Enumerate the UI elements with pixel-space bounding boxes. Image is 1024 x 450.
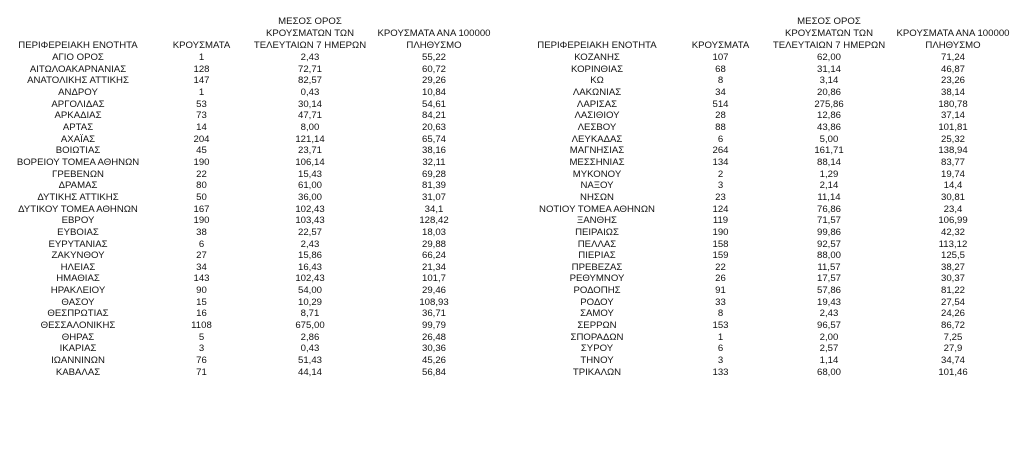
avg-cell: 1,14 [819,355,839,367]
region-cell: ΒΟΙΩΤΙΑΣ [55,145,101,157]
region-cell: ΛΕΣΒΟΥ [577,121,617,133]
region-cell: ΑΝΑΤΟΛΙΚΗΣ ΑΤΤΙΚΗΣ [27,75,129,87]
table-row [3,227,498,239]
avg-cell: 2,14 [819,180,839,192]
avg-cell: 15,43 [297,168,322,180]
avg-cell: 51,43 [297,355,322,367]
per-100k-cell: 30,36 [421,343,446,355]
per-100k-cell: 55,22 [421,52,446,63]
table-row [3,262,498,274]
avg-cell: 88,14 [816,156,841,168]
table-row [522,308,1017,320]
per-100k-cell: 23,4 [943,203,963,215]
per-100k-cell: 138,94 [938,145,968,157]
region-cell: ΘΕΣΠΡΩΤΙΑΣ [47,308,109,320]
table-row [522,367,1017,379]
per-100k-cell: 81,22 [940,285,965,297]
cases-cell: 26 [715,273,726,285]
table-row [522,122,1017,134]
table-row [3,87,498,99]
table-row [3,285,498,297]
table-row [522,320,1017,332]
cases-cell: 514 [712,98,729,110]
per-100k-cell: 83,77 [940,156,965,168]
per-100k-cell: 60,72 [421,63,446,75]
region-cell: ΕΒΡΟΥ [61,215,95,227]
region-cell: ΘΑΣΟΥ [61,296,95,308]
avg-cell: 72,71 [297,63,322,75]
cases-cell: 204 [193,133,210,145]
cases-cell: 153 [712,320,729,332]
cases-cell: 264 [712,145,729,157]
per-100k-cell: 81,39 [421,180,446,192]
cases-cell: 90 [196,285,207,297]
avg-cell: 61,00 [297,180,322,192]
table-row [522,169,1017,181]
region-cell: ΗΜΑΘΙΑΣ [56,273,100,285]
per-100k-cell: 30,37 [940,273,965,285]
header-region: ΠΕΡΙΦΕΡΕΙΑΚΗ ΕΝΟΤΗΤΑ [537,40,657,51]
region-cell: ΕΥΡΥΤΑΝΙΑΣ [48,238,108,250]
header-cases-per-100k: ΚΡΟΥΣΜΑΤΑ ΑΝΑ 100000 ΠΛΗΘΥΣΜΟ [896,28,1010,51]
avg-cell: 99,86 [816,226,841,238]
table-row [3,110,498,122]
region-cell: ΣΥΡΟΥ [580,343,614,355]
avg-cell: 22,57 [297,226,322,238]
per-100k-cell: 26,48 [421,331,446,343]
region-cell: ΣΕΡΡΩΝ [577,320,617,332]
table-row [3,320,498,332]
per-100k-cell: 10,84 [421,86,446,98]
region-cell: ΠΙΕΡΙΑΣ [578,250,616,262]
avg-cell: 16,43 [297,261,322,273]
region-cell: ΝΗΣΩΝ [580,191,614,203]
cases-cell: 68 [715,63,726,75]
avg-cell: 12,86 [816,110,841,122]
region-cell: ΗΛΕΙΑΣ [60,261,96,273]
avg-cell: 19,43 [816,296,841,308]
avg-cell: 2,43 [300,238,320,250]
per-100k-cell: 38,27 [940,261,965,273]
per-100k-cell: 27,9 [943,343,963,355]
per-100k-cell: 106,99 [938,215,968,227]
region-cell: ΔΥΤΙΚΟΥ ΤΟΜΕΑ ΑΘΗΝΩΝ [18,203,138,215]
avg-cell: 62,00 [816,52,841,63]
cases-cell: 134 [712,156,729,168]
region-cell: ΡΟΔΟΠΗΣ [573,285,621,297]
table-row [3,332,498,344]
cases-cell: 119 [712,215,729,227]
avg-cell: 0,43 [300,86,320,98]
avg-cell: 43,86 [816,121,841,133]
per-100k-cell: 29,46 [421,285,446,297]
region-cell: ΖΑΚΥΝΘΟΥ [51,250,105,262]
table-row [3,122,498,134]
table-row [522,343,1017,355]
table-row [3,99,498,111]
per-100k-cell: 101,46 [938,366,968,378]
cases-cell: 190 [193,215,210,227]
per-100k-cell: 180,78 [938,98,968,110]
per-100k-cell: 34,1 [424,203,444,215]
table-row [522,227,1017,239]
cases-cell: 190 [193,156,210,168]
avg-cell: 102,43 [295,203,325,215]
table-row [522,285,1017,297]
cases-cell: 33 [715,296,726,308]
header-cases: ΚΡΟΥΣΜΑΤΑ [691,40,750,51]
avg-cell: 31,14 [816,63,841,75]
avg-cell: 11,57 [817,261,841,273]
cases-cell: 5 [198,331,205,343]
header-row [522,10,1017,52]
avg-cell: 71,57 [816,215,841,227]
cases-cell: 1 [198,52,205,63]
left-stats-table [3,10,498,378]
per-100k-cell: 86,72 [940,320,965,332]
left-table-body [3,52,498,378]
region-cell: ΛΑΣΙΘΙΟΥ [574,110,620,122]
per-100k-cell: 56,84 [421,366,446,378]
cases-cell: 22 [196,168,207,180]
region-cell: ΜΕΣΣΗΝΙΑΣ [569,156,625,168]
per-100k-cell: 108,93 [419,296,449,308]
table-row [3,297,498,309]
header-row [3,10,498,52]
avg-cell: 3,14 [819,75,839,87]
per-100k-cell: 71,24 [940,52,965,63]
region-cell: ΔΥΤΙΚΗΣ ΑΤΤΙΚΗΣ [37,191,119,203]
table-row [3,308,498,320]
per-100k-cell: 84,21 [421,110,446,122]
table-row [522,75,1017,87]
region-cell: ΝΟΤΙΟΥ ΤΟΜΕΑ ΑΘΗΝΩΝ [539,203,655,215]
per-100k-cell: 30,81 [940,191,965,203]
avg-cell: 106,14 [295,156,325,168]
per-100k-cell: 101,81 [938,121,968,133]
avg-cell: 8,71 [300,308,320,320]
per-100k-cell: 34,74 [940,355,965,367]
table-row [3,239,498,251]
cases-cell: 158 [712,238,729,250]
region-cell: ΤΗΝΟΥ [580,355,614,367]
avg-cell: 54,00 [297,285,322,297]
cases-cell: 34 [196,261,207,273]
table-row [522,332,1017,344]
per-100k-cell: 37,14 [940,110,965,122]
table-row [3,355,498,367]
header-region: ΠΕΡΙΦΕΡΕΙΑΚΗ ΕΝΟΤΗΤΑ [18,40,138,51]
region-cell: ΑΓΙΟ ΟΡΟΣ [52,52,104,63]
avg-cell: 2,86 [300,331,320,343]
cases-cell: 80 [196,180,207,192]
avg-cell: 5,00 [819,133,839,145]
cases-cell: 73 [196,110,207,122]
table-row [522,64,1017,76]
per-100k-cell: 29,88 [421,238,446,250]
cases-cell: 6 [717,133,724,145]
per-100k-cell: 46,87 [940,63,965,75]
per-100k-cell: 25,32 [940,133,965,145]
per-100k-cell: 125,5 [940,250,965,262]
region-cell: ΔΡΑΜΑΣ [58,180,98,192]
per-100k-cell: 32,11 [422,156,446,168]
region-cell: ΚΟΖΑΝΗΣ [574,52,620,63]
header-cases: ΚΡΟΥΣΜΑΤΑ [172,40,231,51]
per-100k-cell: 113,12 [938,238,968,250]
per-100k-cell: 31,07 [421,191,446,203]
table-row [3,75,498,87]
avg-cell: 275,86 [814,98,844,110]
region-cell: ΠΕΛΛΑΣ [577,238,617,250]
avg-cell: 675,00 [295,320,325,332]
cases-cell: 1 [198,86,205,98]
table-row [3,250,498,262]
avg-cell: 8,00 [300,121,320,133]
region-cell: ΣΑΜΟΥ [580,308,614,320]
table-row [522,273,1017,285]
per-100k-cell: 36,71 [421,308,446,320]
avg-cell: 15,86 [297,250,322,262]
per-100k-cell: 54,61 [421,98,446,110]
table-row [522,110,1017,122]
avg-cell: 103,43 [295,215,325,227]
cases-cell: 38 [196,226,207,238]
right-stats-table [522,10,1017,378]
avg-cell: 2,43 [300,52,320,63]
region-cell: ΑΡΤΑΣ [62,121,94,133]
table-row [522,239,1017,251]
cases-cell: 76 [196,355,207,367]
per-100k-cell: 27,54 [940,296,965,308]
cases-cell: 147 [193,75,210,87]
cases-cell: 124 [712,203,729,215]
cases-cell: 2 [717,168,724,180]
region-cell: ΑΡΚΑΔΙΑΣ [54,110,102,122]
cases-cell: 15 [196,296,207,308]
table-row [522,180,1017,192]
header-cases-per-100k: ΚΡΟΥΣΜΑΤΑ ΑΝΑ 100000 ΠΛΗΘΥΣΜΟ [377,28,491,51]
region-cell: ΚΑΒΑΛΑΣ [55,366,101,378]
region-cell: ΜΑΓΝΗΣΙΑΣ [569,145,625,157]
region-cell: ΙΩΑΝΝΙΝΩΝ [51,355,105,367]
avg-cell: 10,29 [297,296,322,308]
cases-cell: 14 [196,121,207,133]
per-100k-cell: 99,79 [421,320,446,332]
table-row [522,87,1017,99]
table-row [3,180,498,192]
cases-cell: 3 [717,180,724,192]
cases-cell: 159 [712,250,729,262]
avg-cell: 2,43 [819,308,839,320]
per-100k-cell: 18,03 [421,226,446,238]
table-row [522,262,1017,274]
per-100k-cell: 14,4 [943,180,963,192]
avg-cell: 102,43 [295,273,325,285]
avg-cell: 2,57 [819,343,839,355]
cases-cell: 128 [193,63,210,75]
table-row [522,297,1017,309]
region-cell: ΠΕΙΡΑΙΩΣ [575,226,619,238]
cases-cell: 133 [712,366,729,378]
per-100k-cell: 20,63 [421,121,446,133]
per-100k-cell: 128,42 [419,215,449,227]
avg-cell: 57,86 [816,285,841,297]
cases-cell: 1 [717,331,724,343]
cases-cell: 71 [196,366,207,378]
cases-cell: 23 [715,191,726,203]
avg-cell: 96,57 [816,320,841,332]
avg-cell: 1,29 [819,168,839,180]
region-cell: ΚΟΡΙΝΘΙΑΣ [570,63,624,75]
region-cell: ΑΡΓΟΛΙΔΑΣ [51,98,105,110]
cases-cell: 16 [196,308,207,320]
per-100k-cell: 101,7 [421,273,446,285]
per-100k-cell: 19,74 [940,168,965,180]
cases-cell: 50 [196,191,207,203]
table-row [3,215,498,227]
avg-cell: 23,71 [297,145,322,157]
region-cell: ΒΟΡΕΙΟΥ ΤΟΜΕΑ ΑΘΗΝΩΝ [16,156,140,168]
avg-cell: 68,00 [816,366,841,378]
table-row [3,273,498,285]
per-100k-cell: 24,26 [940,308,965,320]
region-cell: ΙΚΑΡΙΑΣ [59,343,97,355]
table-row [522,250,1017,262]
table-row [522,157,1017,169]
region-cell: ΛΑΡΙΣΑΣ [576,98,618,110]
table-row [522,355,1017,367]
avg-cell: 30,14 [297,98,322,110]
avg-cell: 2,00 [819,331,839,343]
avg-cell: 76,86 [816,203,841,215]
region-cell: ΚΩ [590,75,604,87]
cases-cell: 167 [193,203,210,215]
region-cell: ΣΠΟΡΑΔΩΝ [570,331,624,343]
per-100k-cell: 38,16 [421,145,446,157]
avg-cell: 0,43 [300,343,320,355]
table-row [522,52,1017,64]
avg-cell: 11,14 [817,191,841,203]
region-cell: ΝΑΞΟΥ [580,180,614,192]
table-row [522,145,1017,157]
region-cell: ΜΥΚΟΝΟΥ [572,168,622,180]
per-100k-cell: 21,34 [421,261,446,273]
header-avg-7-days: ΜΕΣΟΣ ΟΡΟΣ ΚΡΟΥΣΜΑΤΩΝ ΤΩΝ ΤΕΛΕΥΤΑΙΩΝ 7 ΗΜΕΡΩΝ [253,16,367,51]
cases-cell: 6 [198,238,205,250]
table-row [522,204,1017,216]
cases-cell: 3 [717,355,724,367]
region-cell: ΛΕΥΚΑΔΑΣ [571,133,623,145]
table-row [3,169,498,181]
table-row [522,134,1017,146]
region-cell: ΓΡΕΒΕΝΩΝ [52,168,104,180]
table-row [3,343,498,355]
cases-cell: 34 [715,86,726,98]
region-cell: ΘΕΣΣΑΛΟΝΙΚΗΣ [40,320,116,332]
table-row [3,134,498,146]
region-cell: ΡΕΘΥΜΝΟΥ [569,273,625,285]
per-100k-cell: 42,32 [940,226,965,238]
region-cell: ΑΧΑΪΑΣ [60,133,96,145]
table-row [522,99,1017,111]
table-row [3,367,498,379]
table-row [522,192,1017,204]
cases-cell: 22 [715,261,726,273]
cases-cell: 8 [717,75,724,87]
per-100k-cell: 45,26 [421,355,446,367]
cases-cell: 45 [196,145,207,157]
cases-cell: 8 [717,308,724,320]
cases-cell: 143 [193,273,210,285]
per-100k-cell: 29,26 [421,75,446,87]
avg-cell: 82,57 [297,75,322,87]
avg-cell: 36,00 [297,191,322,203]
table-row [522,215,1017,227]
cases-cell: 28 [715,110,726,122]
header-avg-7-days: ΜΕΣΟΣ ΟΡΟΣ ΚΡΟΥΣΜΑΤΩΝ ΤΩΝ ΤΕΛΕΥΤΑΙΩΝ 7 ΗΜΕΡΩΝ [772,16,886,51]
table-row [3,52,498,64]
per-100k-cell: 66,24 [421,250,446,262]
region-cell: ΠΡΕΒΕΖΑΣ [571,261,623,273]
avg-cell: 161,71 [814,145,844,157]
avg-cell: 47,71 [297,110,322,122]
table-row [3,192,498,204]
region-cell: ΘΗΡΑΣ [61,331,95,343]
cases-cell: 6 [717,343,724,355]
cases-cell: 53 [196,98,207,110]
per-100k-cell: 23,26 [940,75,965,87]
table-row [3,64,498,76]
per-100k-cell: 69,28 [421,168,446,180]
avg-cell: 121,14 [295,133,325,145]
region-cell: ΛΑΚΩΝΙΑΣ [572,86,622,98]
per-100k-cell: 38,14 [940,86,965,98]
table-row [3,204,498,216]
right-table-body [522,52,1017,378]
cases-cell: 3 [198,343,205,355]
region-cell: ΤΡΙΚΑΛΩΝ [572,366,622,378]
region-cell: ΡΟΔΟΥ [580,296,614,308]
region-cell: ΑΙΤΩΛΟΑΚΑΡΝΑΝΙΑΣ [29,63,127,75]
table-row [3,145,498,157]
avg-cell: 92,57 [816,238,841,250]
avg-cell: 17,57 [816,273,841,285]
region-cell: ΕΥΒΟΙΑΣ [57,226,99,238]
avg-cell: 20,86 [816,86,841,98]
cases-cell: 91 [715,285,726,297]
cases-cell: 27 [196,250,207,262]
region-cell: ΞΑΝΘΗΣ [577,215,617,227]
avg-cell: 44,14 [297,366,322,378]
cases-cell: 190 [712,226,729,238]
region-cell: ΗΡΑΚΛΕΙΟΥ [50,285,106,297]
avg-cell: 88,00 [816,250,841,262]
table-row [3,157,498,169]
per-100k-cell: 7,25 [943,331,963,343]
cases-cell: 107 [712,52,729,63]
cases-cell: 88 [715,121,726,133]
cases-cell: 1108 [191,320,212,332]
per-100k-cell: 65,74 [421,133,446,145]
region-cell: ΑΝΔΡΟΥ [58,86,98,98]
